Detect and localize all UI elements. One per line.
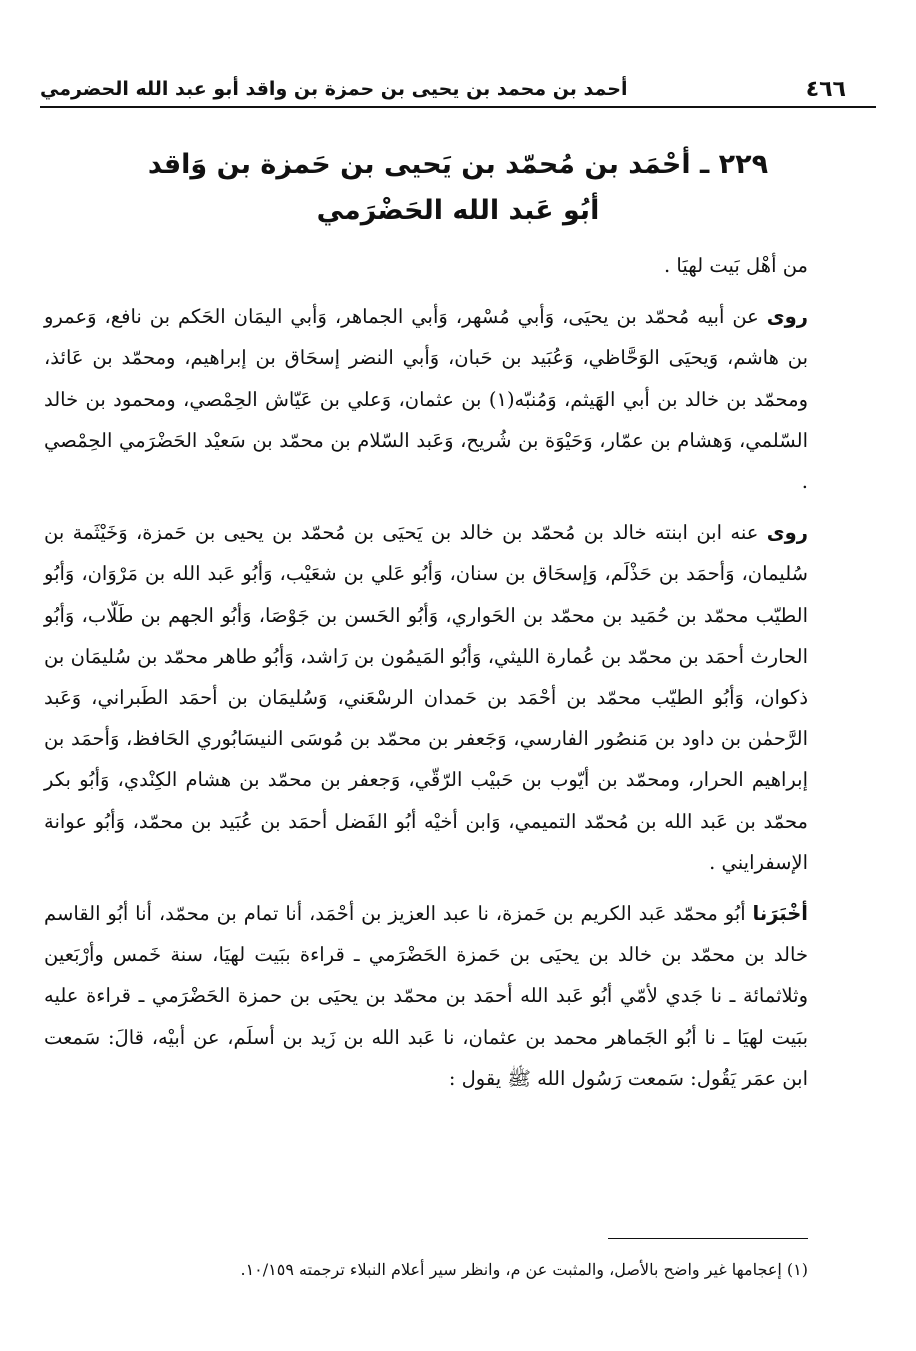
students-paragraph <box>44 512 808 883</box>
entry-heading-line1: ٢٢٩ ـ أحْمَد بن مُحمّد بن يَحيى بن حَمزة بن وَاقد <box>147 149 769 180</box>
students-text: عنه ابن ابنته خالد بن مُحمّد بن خالد بن يَحيَى بن مُحمّد بن يحيى بن حَمزة، وَخَيْثَمة بن سُليمان، وَأحمَد بن حَذْلَم، وَإسحَاق بن سنان، وَأبُو عَلي بن شعَيْب، وَأبُو عَبد الله بن مَرْوَان، وَأبُو الطيّب محمّد بن حُمَيد بن محمّد بن الحَواري، وَأبُو الحَسن بن جَوْصَا، وَأبُو الجهم بن طَلّاب، وَأبُو الحارث أحمَد بن محمّد بن عُمارة الليثي، وَأبُو المَيمُون بن رَاشد، وَأبُو طاهر محمّد بن سُليمَان بن ذكوان، وَأبُو الطيّب محمّد بن أحْمَد بن حَمدان الرسْعَني، وَسُليمَان بن أحمَد الطَبراني، وَعَبد الرَّحمٰن بن داود بن مَنصُور الفارسي، وَجَعفر بن محمّد بن مُوسَى النيسَابُوري الحَافظ، وَأحمَد بن إبراهيم الحرار، ومحمّد بن أيّوب بن حَبيْب الرّقّي، وَجعفر بن محمّد بن هشام الكِنْدي، وَأبُو بكر محمّد بن عَبد الله بن مُحمّد التميمي، وَابن أخيْه أبُو الفَضل أحمَد بن عُبَيد بن محمّد، وَأبُو عوانة الإسفرايني . <box>44 521 808 874</box>
teachers-lead: روى <box>766 305 809 329</box>
footnote-divider <box>608 1238 808 1239</box>
isnad-paragraph <box>44 893 808 1099</box>
origin-line: من أهْل بَيت لهيَا . <box>664 254 808 277</box>
isnad-text: أبُو محمّد عَبد الكريم بن حَمزة، نا عبد العزيز بن أحْمَد، أنا تمام بن محمّد، أنا أبُو القاسم خالد بن محمّد بن خالد بن يحيَى بن حَمزة الحَضْرَمي ـ قراءة ببَيت لهيَا، سنة خَمس وأرْبَعين وثلاثمائة ـ نا جَدي لأمّي أبُو عَبد الله أحمَد بن محمّد بن يحيَى بن حمزة الحَضْرَمي ـ قراءة عليه ببَيت لهيَا ـ نا أبُو الجَماهر محمد بن عثمان، نا عَبد الله بن زَيد بن أسلَم، عن أبيْه، قالَ: سَمعت ابن عمَر يَقُول: سَمعت رَسُول الله ﷺ يقول : <box>44 902 808 1090</box>
entry-heading-line2: أبُو عَبد الله الحَضْرَمي <box>316 195 600 226</box>
running-title: أحمد بن محمد بن يحيى بن حمزة بن واقد أبو عبد الله الحضرمي <box>40 78 628 100</box>
entry-body <box>44 245 808 1099</box>
footnote: (١) إعجامها غير واضح بالأصل، والمثبت عن م، وانظر سير أعلام النبلاء ترجمته ١٠/١٥٩. <box>240 1260 808 1279</box>
teachers-paragraph <box>44 296 808 502</box>
entry-heading <box>60 142 856 234</box>
isnad-lead: أخْبَرَنا <box>752 902 808 926</box>
running-header <box>40 72 876 108</box>
teachers-text: عن أبيه مُحمّد بن يحيَى، وَأبي مُسْهر، وَأبي الجماهر، وَأبي اليمَان الحَكم بن نافع، وَعمرو بن هاشم، وَيحيَى الوَحَّاظي، وَعُبَيد بن حَبان، وَأبي النضر إسحَاق بن إبراهيم، ومحمّد بن عَائذ، ومحمّد بن خالد بن أبي الهَيثم، وَمُنبّه(١) بن عثمان، وَعلي بن عَيّاش الحِمْصي، ومحمود بن خالد السّلمي، وَهشام بن عمّار، وَحَيْوَة بن شُريح، وَعَبد السّلام بن محمّد بن سَعيْد الحَضْرَمي الحِمْصي . <box>44 305 808 494</box>
students-lead: روى <box>766 521 808 545</box>
page-number: ٤٦٦ <box>805 76 846 102</box>
